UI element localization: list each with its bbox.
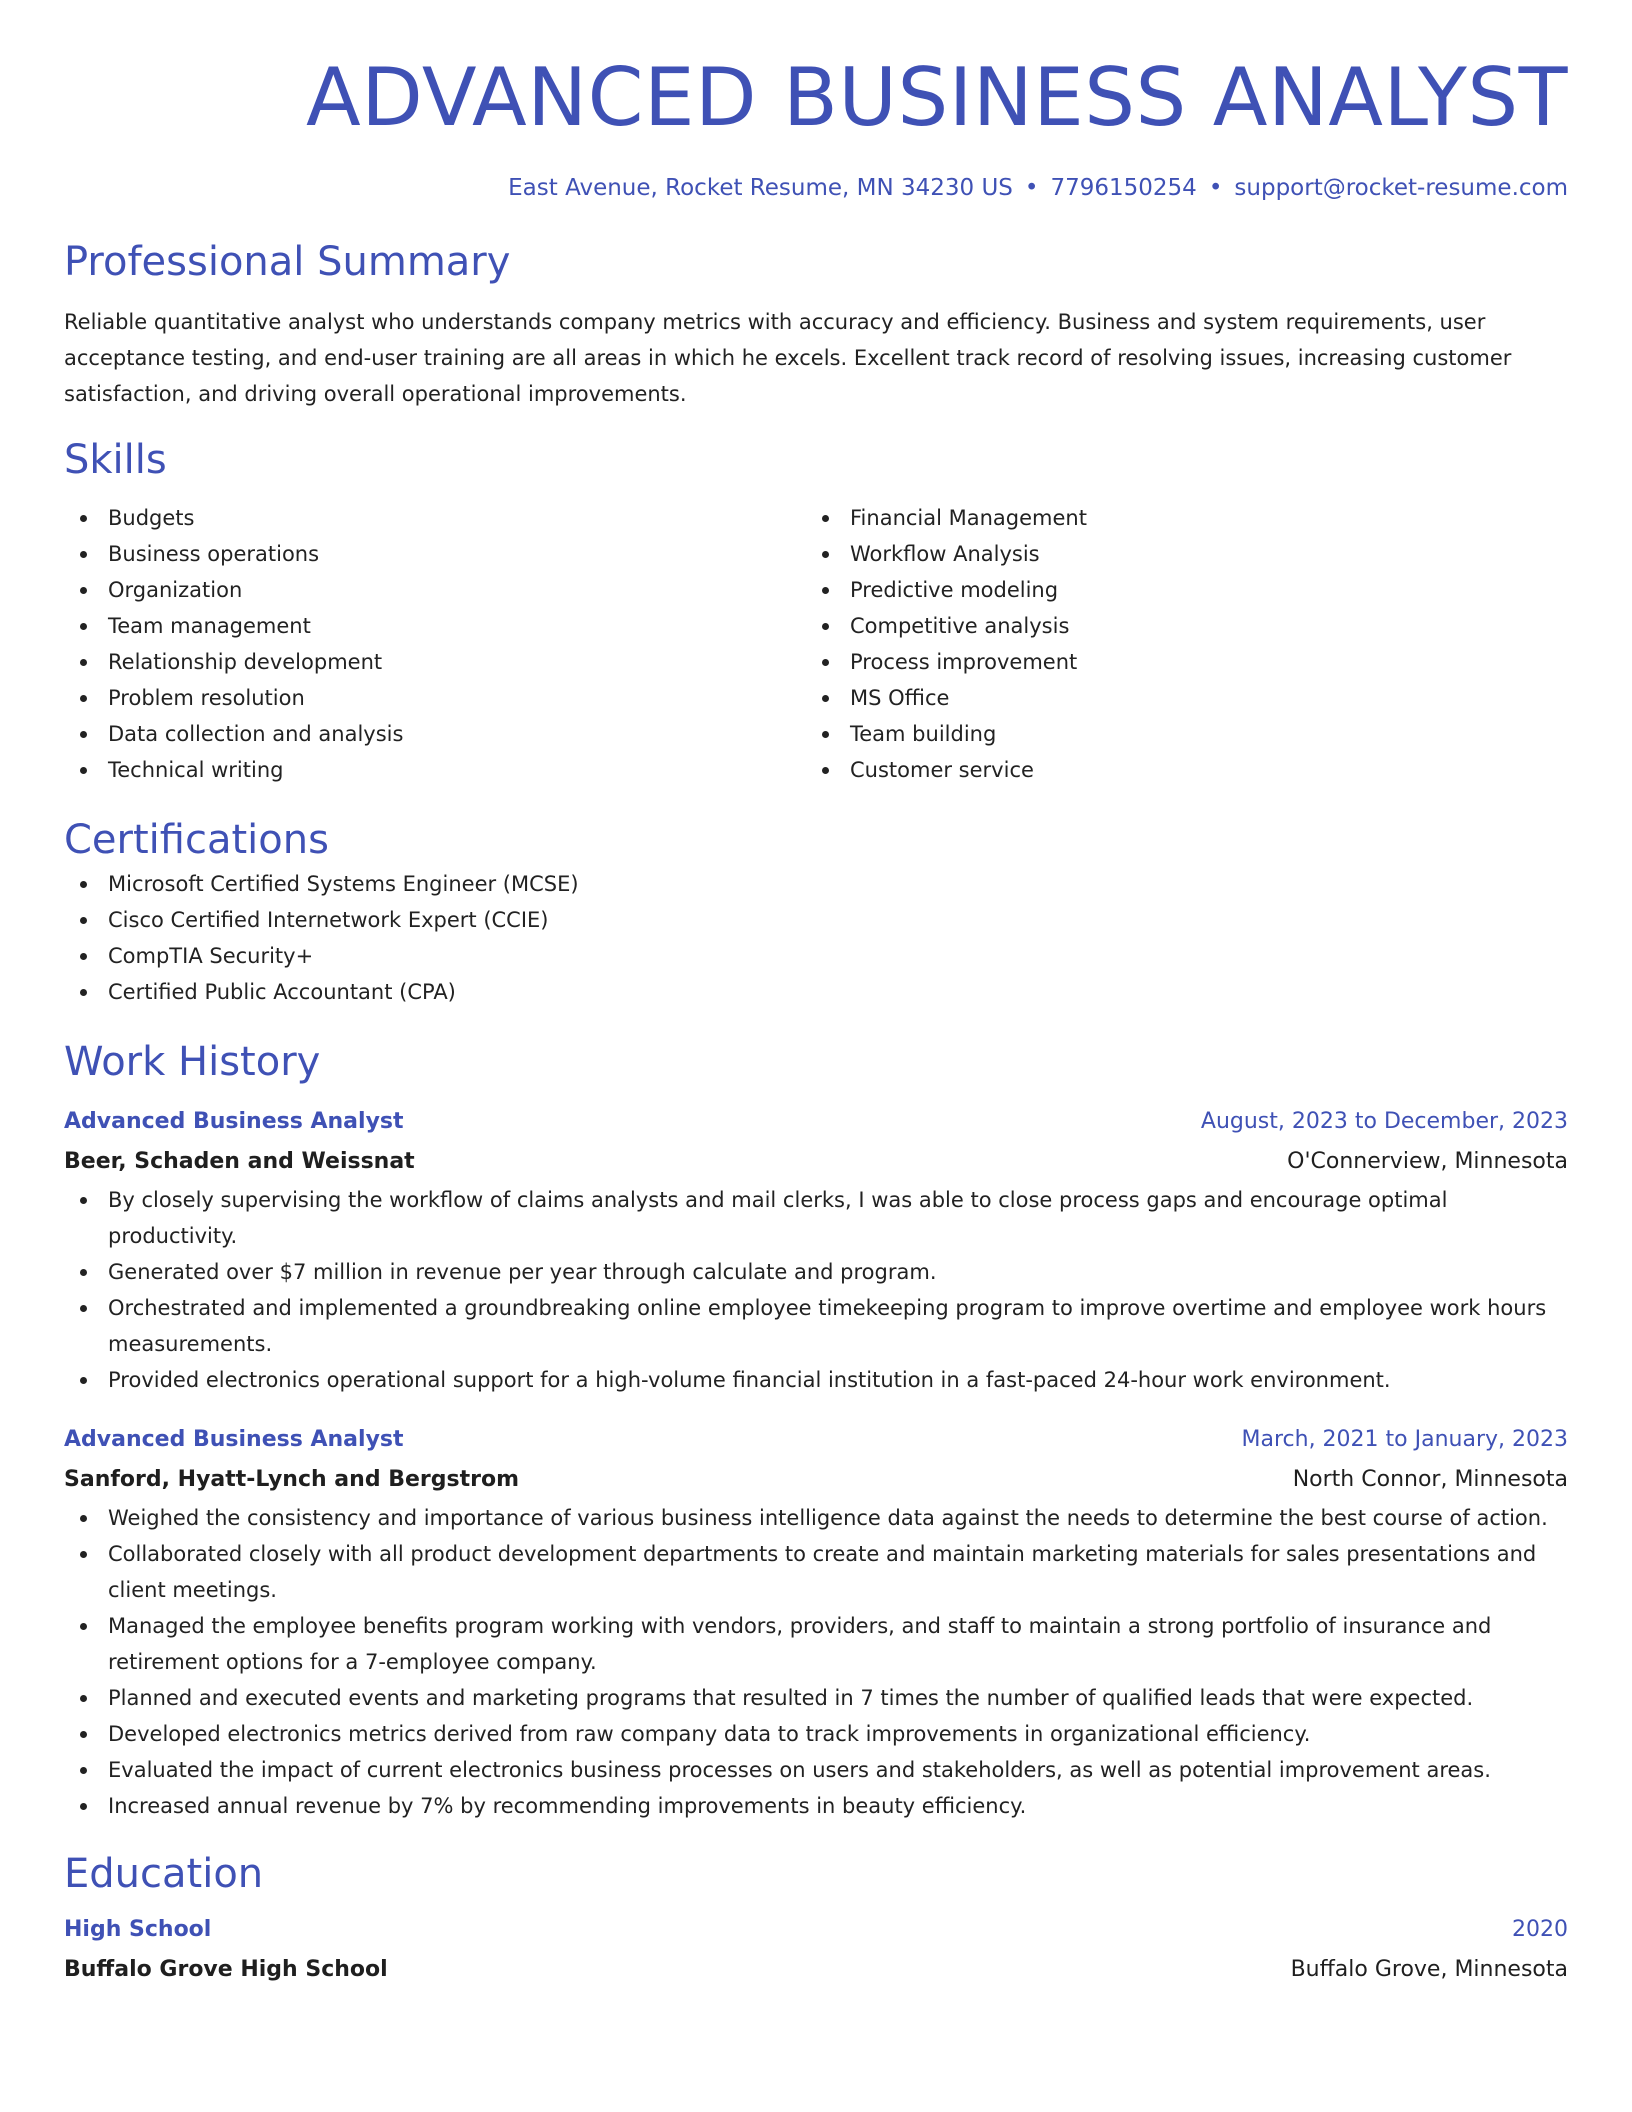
job-dates: August, 2023 to December, 2023 bbox=[1200, 1109, 1568, 1134]
work-history-heading: Work History bbox=[64, 1039, 321, 1085]
job-bullet: Developed electronics metrics derived from raw company data to track improvements in organizational efficiency. bbox=[64, 1716, 1568, 1752]
job-bullet: Planned and executed events and marketing programs that resulted in 7 times the number of qualified leads that were expected. bbox=[64, 1680, 1568, 1716]
job-company: Sanford, Hyatt-Lynch and Bergstrom bbox=[64, 1467, 520, 1492]
job-entry bbox=[64, 1102, 1568, 1398]
job-title: Advanced Business Analyst bbox=[64, 1427, 404, 1452]
education-school: Buffalo Grove High School bbox=[64, 1957, 388, 1982]
skill-item: Problem resolution bbox=[64, 680, 806, 716]
job-bullet: Evaluated the impact of current electronics business processes on users and stakeholders, as well as potential improvement areas. bbox=[64, 1752, 1568, 1788]
job-company: Beer, Schaden and Weissnat bbox=[64, 1149, 415, 1174]
skills-column-right bbox=[806, 500, 1548, 788]
summary-text: Reliable quantitative analyst who understands company metrics with accuracy and efficiency. Business and system requirements, user acceptance testing, and end-user training are all areas in which he excels. Excellent track record of resolving issues, increasing customer satisfaction, and driving overall operational improvements. bbox=[64, 310, 1512, 406]
skill-item: MS Office bbox=[806, 680, 1548, 716]
job-header-row bbox=[64, 1420, 1568, 1460]
job-bullet: Increased annual revenue by 7% by recommending improvements in beauty efficiency. bbox=[64, 1788, 1568, 1824]
candidate-name: ADVANCED BUSINESS ANALYST bbox=[306, 51, 1568, 144]
job-bullet: Collaborated closely with all product development departments to create and maintain marketing materials for sales presentations and client meetings. bbox=[64, 1536, 1568, 1608]
job-bullet: Orchestrated and implemented a groundbreaking online employee timekeeping program to improve overtime and employee work hours measurements. bbox=[64, 1290, 1568, 1362]
skill-item: Financial Management bbox=[806, 500, 1548, 536]
contact-email: support@rocket-resume.com bbox=[1234, 175, 1568, 201]
education-location: Buffalo Grove, Minnesota bbox=[1290, 1957, 1568, 1982]
job-bullet: Weighed the consistency and importance of various business intelligence data against the needs to determine the best course of action. bbox=[64, 1500, 1568, 1536]
job-bullets bbox=[64, 1500, 1568, 1824]
job-bullets bbox=[64, 1182, 1568, 1398]
skills-column-left bbox=[64, 500, 806, 788]
contact-line bbox=[64, 172, 1568, 204]
certification-item: Cisco Certified Internetwork Expert (CCIE) bbox=[64, 902, 1568, 938]
skills-list-right bbox=[806, 500, 1548, 788]
skill-item: Competitive analysis bbox=[806, 608, 1548, 644]
skill-item: Business operations bbox=[64, 536, 806, 572]
job-location: O'Connerview, Minnesota bbox=[1287, 1149, 1568, 1174]
education-heading: Education bbox=[64, 1851, 264, 1897]
certification-item: Certified Public Accountant (CPA) bbox=[64, 974, 1568, 1010]
skill-item: Process improvement bbox=[806, 644, 1548, 680]
skills-list-left bbox=[64, 500, 806, 788]
skill-item: Budgets bbox=[64, 500, 806, 536]
skills-heading: Skills bbox=[64, 437, 167, 483]
skill-item: Team management bbox=[64, 608, 806, 644]
job-title: Advanced Business Analyst bbox=[64, 1109, 404, 1134]
skill-item: Technical writing bbox=[64, 752, 806, 788]
certifications-list bbox=[64, 866, 1568, 1010]
summary-heading: Professional Summary bbox=[64, 239, 511, 285]
certifications-heading: Certifications bbox=[64, 817, 329, 863]
education-year: 2020 bbox=[1512, 1917, 1568, 1942]
job-location: North Connor, Minnesota bbox=[1292, 1467, 1568, 1492]
skill-item: Organization bbox=[64, 572, 806, 608]
certification-item: CompTIA Security+ bbox=[64, 938, 1568, 974]
job-bullet: Managed the employee benefits program working with vendors, providers, and staff to maintain a strong portfolio of insurance and retirement options for a 7-employee company. bbox=[64, 1608, 1568, 1680]
education-degree: High School bbox=[64, 1917, 212, 1942]
skills-grid bbox=[64, 500, 1568, 788]
job-bullet: Provided electronics operational support for a high-volume financial institution in a fast-paced 24-hour work environment. bbox=[64, 1362, 1568, 1398]
contact-address: East Avenue, Rocket Resume, MN 34230 US bbox=[508, 175, 1013, 201]
job-header-row bbox=[64, 1102, 1568, 1142]
contact-separator: • bbox=[1208, 175, 1223, 201]
certification-item: Microsoft Certified Systems Engineer (MCSE) bbox=[64, 866, 1568, 902]
job-dates: March, 2021 to January, 2023 bbox=[1241, 1427, 1568, 1452]
job-bullet: Generated over $7 million in revenue per year through calculate and program. bbox=[64, 1254, 1568, 1290]
job-entry bbox=[64, 1420, 1568, 1824]
skill-item: Predictive modeling bbox=[806, 572, 1548, 608]
skill-item: Customer service bbox=[806, 752, 1548, 788]
education-header-row bbox=[64, 1910, 1568, 1950]
job-bullet: By closely supervising the workflow of claims analysts and mail clerks, I was able to close process gaps and encourage optimal productivity. bbox=[64, 1182, 1568, 1254]
job-company-row bbox=[64, 1460, 1568, 1500]
contact-phone: 7796150254 bbox=[1050, 175, 1197, 201]
skill-item: Data collection and analysis bbox=[64, 716, 806, 752]
education-entry bbox=[64, 1910, 1568, 1990]
skill-item: Team building bbox=[806, 716, 1548, 752]
job-company-row bbox=[64, 1142, 1568, 1182]
contact-separator: • bbox=[1024, 175, 1039, 201]
skill-item: Relationship development bbox=[64, 644, 806, 680]
education-school-row bbox=[64, 1950, 1568, 1990]
skill-item: Workflow Analysis bbox=[806, 536, 1548, 572]
